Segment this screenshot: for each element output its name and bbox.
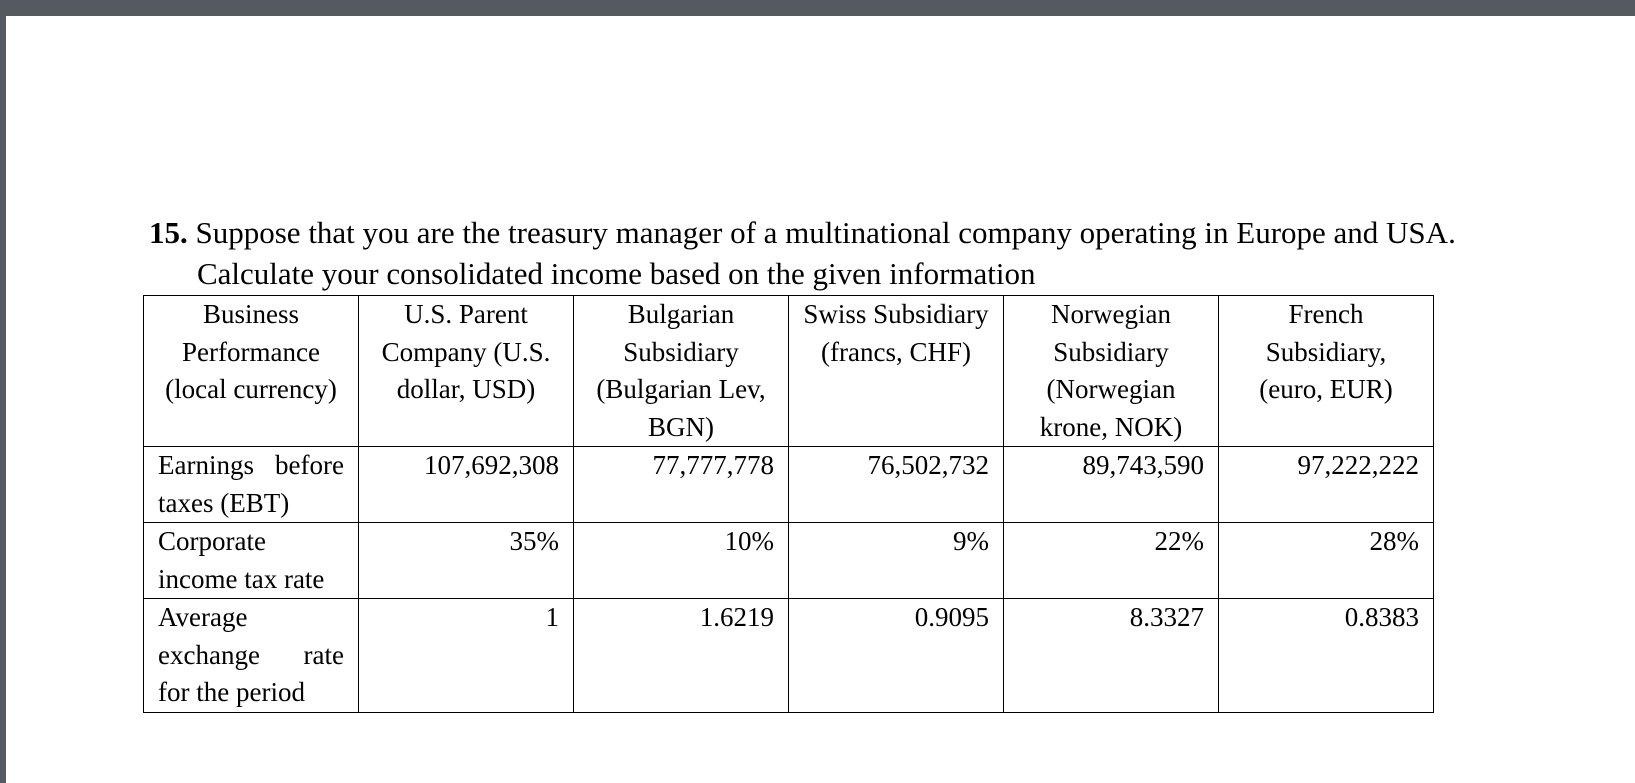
header-bulgarian-subsidiary: Bulgarian Subsidiary (Bulgarian Lev, BGN): [574, 296, 789, 447]
table-cell: 28%: [1219, 523, 1434, 599]
question-number: 15.: [149, 215, 188, 250]
row-label-line: taxes (EBT): [158, 487, 290, 518]
table-row: [144, 599, 1434, 713]
table-header-row: [144, 296, 1434, 447]
table-cell: 8.3327: [1004, 599, 1219, 713]
header-business-performance: Business Performance (local currency): [144, 296, 359, 447]
row-label-tax-rate: [144, 523, 359, 599]
table-cell: 1: [359, 599, 574, 713]
table-cell: 9%: [789, 523, 1004, 599]
row-label-line: for the period: [158, 677, 305, 707]
header-french-subsidiary: French Subsidiary, (euro, EUR): [1219, 296, 1434, 447]
table-cell: 22%: [1004, 523, 1219, 599]
table-cell: 0.9095: [789, 599, 1004, 713]
header-swiss-subsidiary: Swiss Subsidiary (francs, CHF): [789, 296, 1004, 447]
table-cell: 10%: [574, 523, 789, 599]
row-label-line: Average: [158, 602, 248, 632]
table-cell: 76,502,732: [789, 447, 1004, 523]
table-cell: 1.6219: [574, 599, 789, 713]
question-line-2: Calculate your consolidated income based on the given information: [197, 256, 1036, 291]
row-label-line: Earnings before: [158, 450, 344, 480]
table-cell: 107,692,308: [359, 447, 574, 523]
row-label-exchange-rate: [144, 599, 359, 713]
question-text: [149, 212, 1549, 294]
table-cell: 77,777,778: [574, 447, 789, 523]
table-cell: 97,222,222: [1219, 447, 1434, 523]
table-row: [144, 523, 1434, 599]
table-cell: 0.8383: [1219, 599, 1434, 713]
row-label-line: Corporate: [158, 526, 266, 556]
table-cell: 35%: [359, 523, 574, 599]
question-line-1-text: Suppose that you are the treasury manager of a multinational company operating in Europe and USA.: [195, 215, 1456, 250]
row-label-line: exchange rate: [158, 639, 344, 670]
row-label-line: income tax rate: [158, 563, 325, 594]
header-norwegian-subsidiary: Norwegian Subsidiary (Norwegian krone, NOK): [1004, 296, 1219, 447]
question-line-1: [149, 212, 1549, 253]
table-cell: 89,743,590: [1004, 447, 1219, 523]
header-us-parent: U.S. Parent Company (U.S. dollar, USD): [359, 296, 574, 447]
row-label-ebt: [144, 447, 359, 523]
table-row: [144, 447, 1434, 523]
business-performance-table: [143, 295, 1434, 713]
